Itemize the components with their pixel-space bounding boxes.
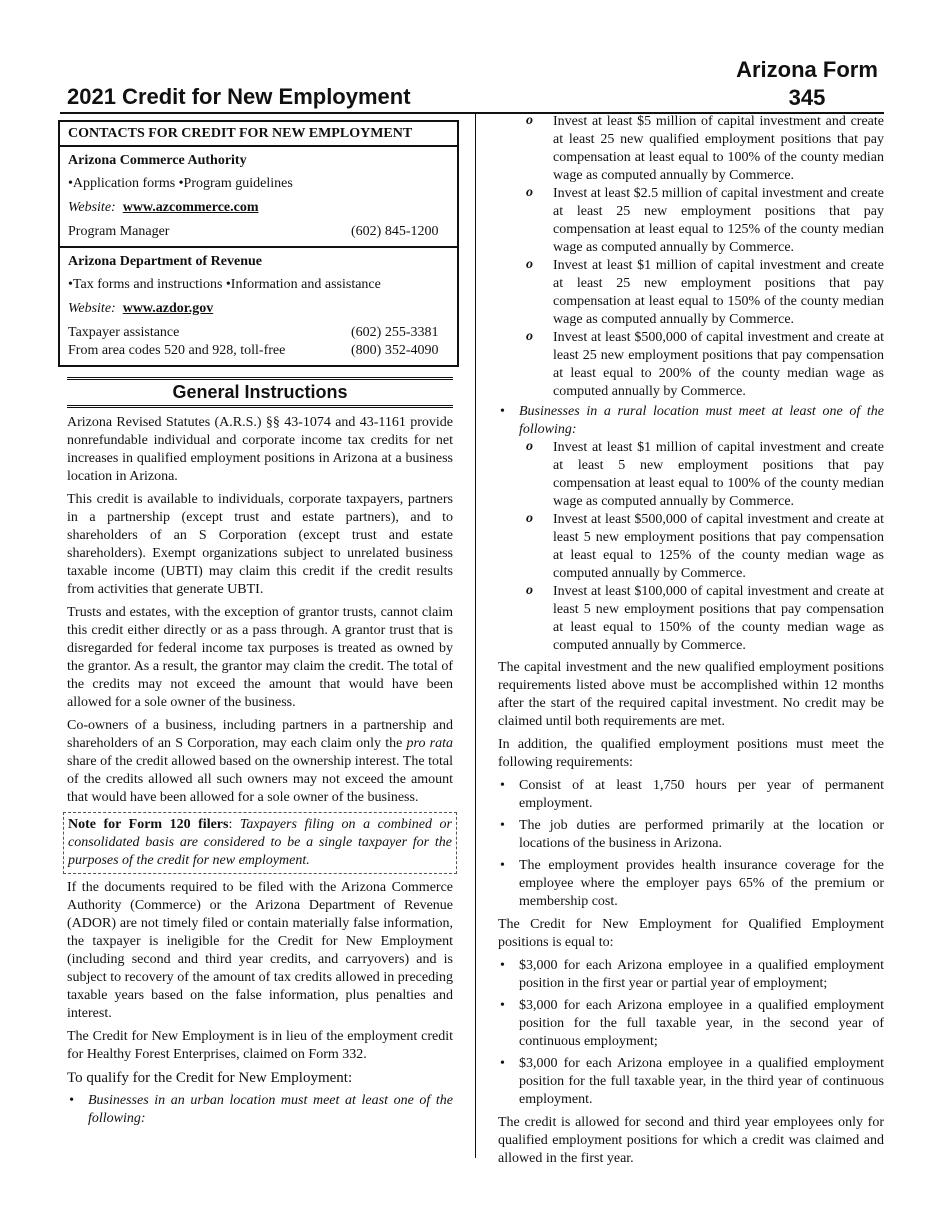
paragraph: The Credit for New Employment is in lieu of the employment credit for Healthy Forest Enterprises, claimed on Form 332. (67, 1029, 453, 1062)
list-item: • Consist of at least 1,750 hours per year of permanent employment. (498, 777, 884, 813)
note-box (63, 812, 457, 874)
rural-sublist (498, 439, 884, 655)
manager-phone: (602) 845-1200 (351, 224, 439, 239)
tollfree-phone: (800) 352-4090 (351, 343, 439, 358)
column-divider (475, 113, 476, 1158)
paragraph: Arizona Revised Statutes (A.R.S.) §§ 43-1074 and 43-1161 provide nonrefundable individual and corporate income tax credits for net increases in qualified employment positions in Arizona at a business location in Arizona. (67, 415, 453, 484)
list-item: o Invest at least $500,000 of capital investment and create at least 25 new employment positions that pay compensation at least equal to 200% of the county median wage as computed annually by Commerce. (498, 329, 884, 401)
assist-row (68, 324, 449, 342)
list-item (498, 113, 884, 401)
tollfree-label: From area codes 520 and 928, toll-free (68, 343, 286, 358)
credit-amount-list (498, 957, 884, 1109)
manager-label: Program Manager (68, 224, 170, 239)
ador-website-line (68, 300, 449, 318)
right-column (498, 113, 884, 1173)
paragraph: Trusts and estates, with the exception of grantor trusts, cannot claim this credit either directly or as a pass through. A grantor trust that is disregarded for federal income tax purposes is treated as owned by the grantor. As a result, the grantor may claim the credit. The total of the credits may not exceed the amount that would have been allowed for a sole owner of the business. (67, 605, 453, 710)
ador-section (60, 246, 457, 365)
contacts-box (58, 120, 459, 367)
tollfree-row (68, 342, 449, 360)
paragraph: If the documents required to be filed with the Arizona Commerce Authority (Commerce) or the Arizona Department of Revenue (ADOR) are not timely filed or contain materially false information, the taxpayer is ineligible for the Credit for New Employment (including second and third year credits, and carryovers) and is subject to recovery of the amount of tax credits allowed in preceding taxable years based on the false information, plus penalties and interest. (67, 880, 453, 1021)
form-num: 345 (788, 85, 826, 110)
paragraph: This credit is available to individuals, corporate taxpayers, partners in a partnership (except trust and estate partners), and to shareholders of an S Corporation (except trust and estate shareholders). Exempt organizations subject to unrelated business taxable income (UBTI) may claim this credit if the credit results from activities that generate UBTI. (67, 492, 453, 597)
left-column (67, 120, 453, 1133)
commerce-title: Arizona Commerce Authority (68, 153, 247, 168)
website-label: Website: (68, 301, 116, 316)
website-label: Website: (68, 200, 116, 215)
assist-phone: (602) 255-3381 (351, 325, 439, 340)
urban-heading: • Businesses in an urban location must meet at least one of the following: (67, 1092, 453, 1128)
commerce-website-line (68, 199, 449, 217)
rural-heading: Businesses in a rural location must meet at least one of the following: (519, 404, 884, 437)
list-item: o Invest at least $1 million of capital investment and create at least 5 new employment positions that pay compensation at least equal to 100% of the county median wage as computed annually by Commerce. (498, 439, 884, 511)
commerce-website-link[interactable]: www.azcommerce.com (122, 200, 259, 215)
page-title: 2021 Credit for New Employment (67, 84, 411, 109)
ador-items: •Tax forms and instructions •Information and assistance (68, 277, 381, 292)
list-item: • The employment provides health insurance coverage for the employee where the employer pays 65% of the premium or membership cost. (498, 857, 884, 911)
list-item: • $3,000 for each Arizona employee in a qualified employment position for the full taxable year, in the third year of continuous employment. (498, 1055, 884, 1109)
paragraph: In addition, the qualified employment positions must meet the following requirements: (498, 737, 884, 770)
commerce-manager-row (68, 223, 449, 241)
list-item: o Invest at least $500,000 of capital investment and create at least 5 new employment positions that pay compensation at least equal to 125% of the county median wage as computed annually by Commerce. (498, 511, 884, 583)
form-label: Arizona Form (736, 57, 878, 82)
commerce-items: •Application forms •Program guidelines (68, 176, 293, 191)
list-item: • The job duties are performed primarily at the location or locations of the business in Arizona. (498, 817, 884, 853)
paragraph: Co-owners of a business, including partners in a partnership and shareholders of an S Corporation, may each claim only the pro rata share of the credit allowed based on the ownership interest. The total of the credits allowed all such owners may not exceed the amount that would have been allowed for a sole owner of the business. (67, 718, 453, 805)
general-instructions-banner (67, 377, 453, 408)
paragraph: To qualify for the Credit for New Employment: (67, 1070, 353, 1086)
commerce-section (60, 147, 457, 246)
paragraph: The Credit for New Employment for Qualified Employment positions is equal to: (498, 917, 884, 950)
list-item: o Invest at least $5 million of capital investment and create at least 25 new qualified employment positions that pay compensation at least equal to 100% of the county median wage as computed annually by Commerce. (498, 113, 884, 185)
list-item: • $3,000 for each Arizona employee in a qualified employment position for the full taxable year, in the second year of continuous employment; (498, 997, 884, 1051)
list-item: • $3,000 for each Arizona employee in a qualified employment position in the first year or partial year of employment; (498, 957, 884, 993)
note-text: Note for Form 120 filers: Taxpayers filing on a combined or consolidated basis are considered to be a single taxpayer for the purposes of the credit for new employment. (68, 817, 452, 868)
general-instructions-heading: General Instructions (172, 382, 348, 402)
paragraph: The credit is allowed for second and third year employees only for qualified employment positions for which a credit was claimed and allowed in the first year. (498, 1115, 884, 1166)
qualify-list (67, 1092, 453, 1128)
list-item: o Invest at least $100,000 of capital investment and create at least 5 new employment positions that pay compensation at least equal to 150% of the county median wage as computed annually by Commerce. (498, 583, 884, 655)
list-item: o Invest at least $1 million of capital investment and create at least 25 new employment positions that pay compensation at least equal to 150% of the county median wage as computed annually by Commerce. (498, 257, 884, 329)
urban-list-cont (498, 113, 884, 655)
list-item (498, 403, 884, 655)
contacts-heading: CONTACTS FOR CREDIT FOR NEW EMPLOYMENT (60, 122, 457, 147)
ador-title: Arizona Department of Revenue (68, 254, 263, 269)
note-label: Note for Form 120 filers (68, 817, 229, 832)
urban-sublist (498, 113, 884, 401)
list-item: o Invest at least $2.5 million of capital investment and create at least 25 new employment positions that pay compensation at least equal to 125% of the county median wage as computed annually by Commerce. (498, 185, 884, 257)
paragraph: The capital investment and the new qualified employment positions requirements listed above must be accomplished within 12 months after the start of the required capital investment. No credit may be claimed until both requirements are met. (498, 660, 884, 729)
form-number (722, 56, 892, 112)
assist-label: Taxpayer assistance (68, 325, 180, 340)
ador-website-link[interactable]: www.azdor.gov (122, 301, 214, 316)
requirements-list (498, 777, 884, 911)
